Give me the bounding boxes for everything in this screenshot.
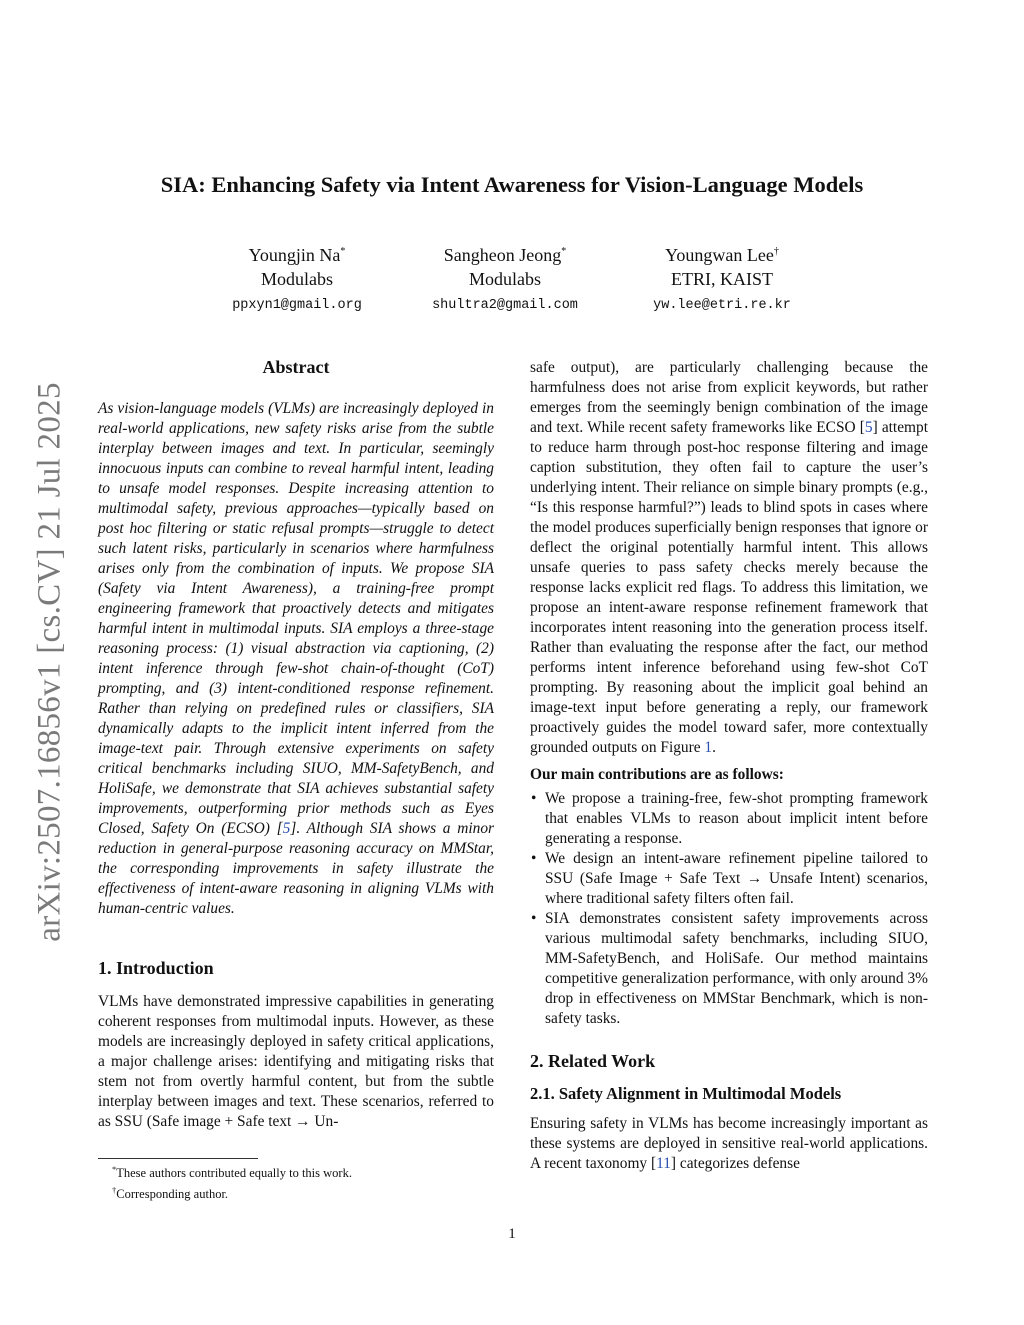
- footnotes: [112, 1161, 352, 1203]
- author-affiliation: ETRI, KAIST: [671, 269, 773, 289]
- citation-link[interactable]: 5: [282, 820, 291, 837]
- introduction-body: VLMs have demonstrated impressive capabilities in generating coherent responses from multimodal inputs. However, as these models are increasingly deployed in safety critical applications, a major challenge arises: identifying and mitigating risks that stem not from overtly harmful content, but from the subtle interplay between images and text. These scenarios, referred to as SSU (Safe image + Safe text → Un-: [98, 993, 494, 1130]
- intro-continuation: [530, 358, 928, 758]
- related-work-body: [530, 1114, 928, 1174]
- bullet: •: [531, 910, 537, 927]
- body-text: ] categorizes defense: [670, 1155, 800, 1172]
- body-text: ] attempt to reduce harm through post-hoc response filtering and image caption substitution, they often fail to capture the user’s underlying intent. Their reliance on simple binary prompts (e.g., “Is this response harmful?”) leads to blind spots in cases where the model produces superficially benign responses that ignore or deflect the original potentially harmful intent. This allows unsafe queries to pass safety checks merely because the response lacks explicit red flags. To address this limitation, we propose an intent-aware response refinement framework that incorporates intent reasoning into the generation process itself. Rather than evaluating the response after the fact, our method performs intent inference beforehand using few-shot CoT prompting. By reasoning about the implicit goal behind an image-text input before generating a reply, our framework proactively guides the model toward safer, more contextually grounded outputs on Figure: [530, 419, 928, 756]
- author-name: Sangheon Jeong: [443, 245, 562, 265]
- body-text: safe output), are particularly challenging because the harmfulness does not arise from explicit keywords, but rather emerges from the seemingly benign combination of the image and text. While recent safety frameworks like ECSO [: [530, 359, 928, 436]
- author-affiliation: Modulabs: [469, 269, 541, 289]
- abstract-text: As vision-language models (VLMs) are increasingly deployed in real-world applications, new safety risks arise from the subtle interplay between images and text. In particular, seemingly innocuous inputs can combine to reveal harmful intent, leading to unsafe model responses. Despite increasing attention to multimodal safety, previous approaches—typically based on post hoc filtering or static refusal prompts—struggle to detect such latent risks, particularly in scenarios where harmfulness arises only from the combination of inputs. We propose SIA (Safety via Intent Awareness), a training-free prompt engineering framework that proactively detects and mitigates harmful intent in multimodal inputs. SIA employs a three-stage reasoning process: (1) visual abstraction via captioning, (2) intent inference through few-shot chain-of-thought (CoT) prompting, and (3) intent-conditioned response refinement. Rather than relying on predefined rules or classifiers, SIA dynamically adapts to the implicit intent inferred from the image-text pair. Through extensive experiments on safety critical benchmarks including SIUO, MM-SafetyBench, and HoliSafe, we demonstrate that SIA achieves substantial safety improvements, outperforming prior methods such as Eyes Closed, Safety On (ECSO) [: [98, 400, 494, 837]
- footnote-text: These authors contributed equally to this work.: [116, 1166, 352, 1181]
- page-number: 1: [508, 1226, 516, 1242]
- body-text: Ensuring safety in VLMs has become increasingly important as these systems are deployed in sensitive real-world applications. A recent taxonomy [: [530, 1115, 928, 1172]
- footnote-divider: [98, 1158, 258, 1159]
- author-name: Youngwan Lee: [665, 245, 774, 265]
- introduction-heading: 1. Introduction: [98, 958, 214, 978]
- citation-link[interactable]: 5: [864, 419, 873, 436]
- list-item: [530, 789, 928, 849]
- list-item: [530, 909, 928, 1029]
- list-item-text: SIA demonstrates consistent safety improvements across various multimodal safety benchmarks, including SIUO, MM-SafetyBench, and HoliSafe. Our method maintains competitive generalization performance, with only around 3% drop in effectiveness on MMStar Benchmark, which is non-safety tasks.: [545, 910, 928, 1027]
- list-item: [530, 849, 928, 909]
- bullet: •: [531, 850, 537, 867]
- subsection-heading: 2.1. Safety Alignment in Multimodal Models: [530, 1084, 842, 1103]
- author-mark: *: [561, 246, 567, 257]
- footnote: [112, 1161, 352, 1182]
- left-column: [98, 356, 494, 1132]
- contributions-list: [530, 789, 928, 1029]
- abstract-body: [98, 399, 494, 919]
- author-email: ppxyn1@gmail.org: [232, 298, 362, 313]
- arxiv-identifier: arXiv:2507.16856v1 [cs.CV] 21 Jul 2025: [31, 382, 68, 942]
- list-item-text: We propose a training-free, few-shot prompting framework that enables VLMs to reason about implicit intent before generating a response.: [545, 790, 928, 847]
- author-email: yw.lee@etri.re.kr: [653, 298, 791, 313]
- body-text: .: [712, 739, 716, 756]
- list-item-text: We design an intent-aware refinement pipeline tailored to SSU (Safe Image + Safe Text → Unsafe Intent) scenarios, where traditional safety filters often fail.: [545, 850, 928, 907]
- author-email: shultra2@gmail.com: [432, 298, 578, 313]
- abstract-heading: Abstract: [262, 357, 330, 377]
- author-block: [592, 240, 852, 315]
- related-work-heading: 2. Related Work: [530, 1051, 656, 1071]
- footnote-mark: †: [112, 1185, 117, 1196]
- footnote-mark: *: [112, 1164, 117, 1174]
- figure-link[interactable]: 1: [704, 739, 713, 756]
- right-column: [530, 358, 928, 1174]
- footnote: [112, 1182, 352, 1203]
- author-affiliation: Modulabs: [261, 269, 333, 289]
- author-name: Youngjin Na: [248, 245, 341, 265]
- contributions-heading: Our main contributions are as follows:: [530, 766, 784, 783]
- citation-link[interactable]: 11: [656, 1155, 671, 1172]
- author-mark: *: [340, 246, 346, 257]
- bullet: •: [531, 790, 537, 807]
- author-mark: †: [773, 246, 779, 257]
- footnote-text: Corresponding author.: [116, 1187, 229, 1202]
- abstract-text: ]. Although SIA shows a minor reduction in general-purpose reasoning accuracy on MMStar, the corresponding improvements in safety illustrate the effectiveness of intent-aware reasoning in aligning VLMs with human-centric values.: [98, 820, 494, 917]
- paper-title: SIA: Enhancing Safety via Intent Awareness for Vision-Language Models: [160, 172, 864, 197]
